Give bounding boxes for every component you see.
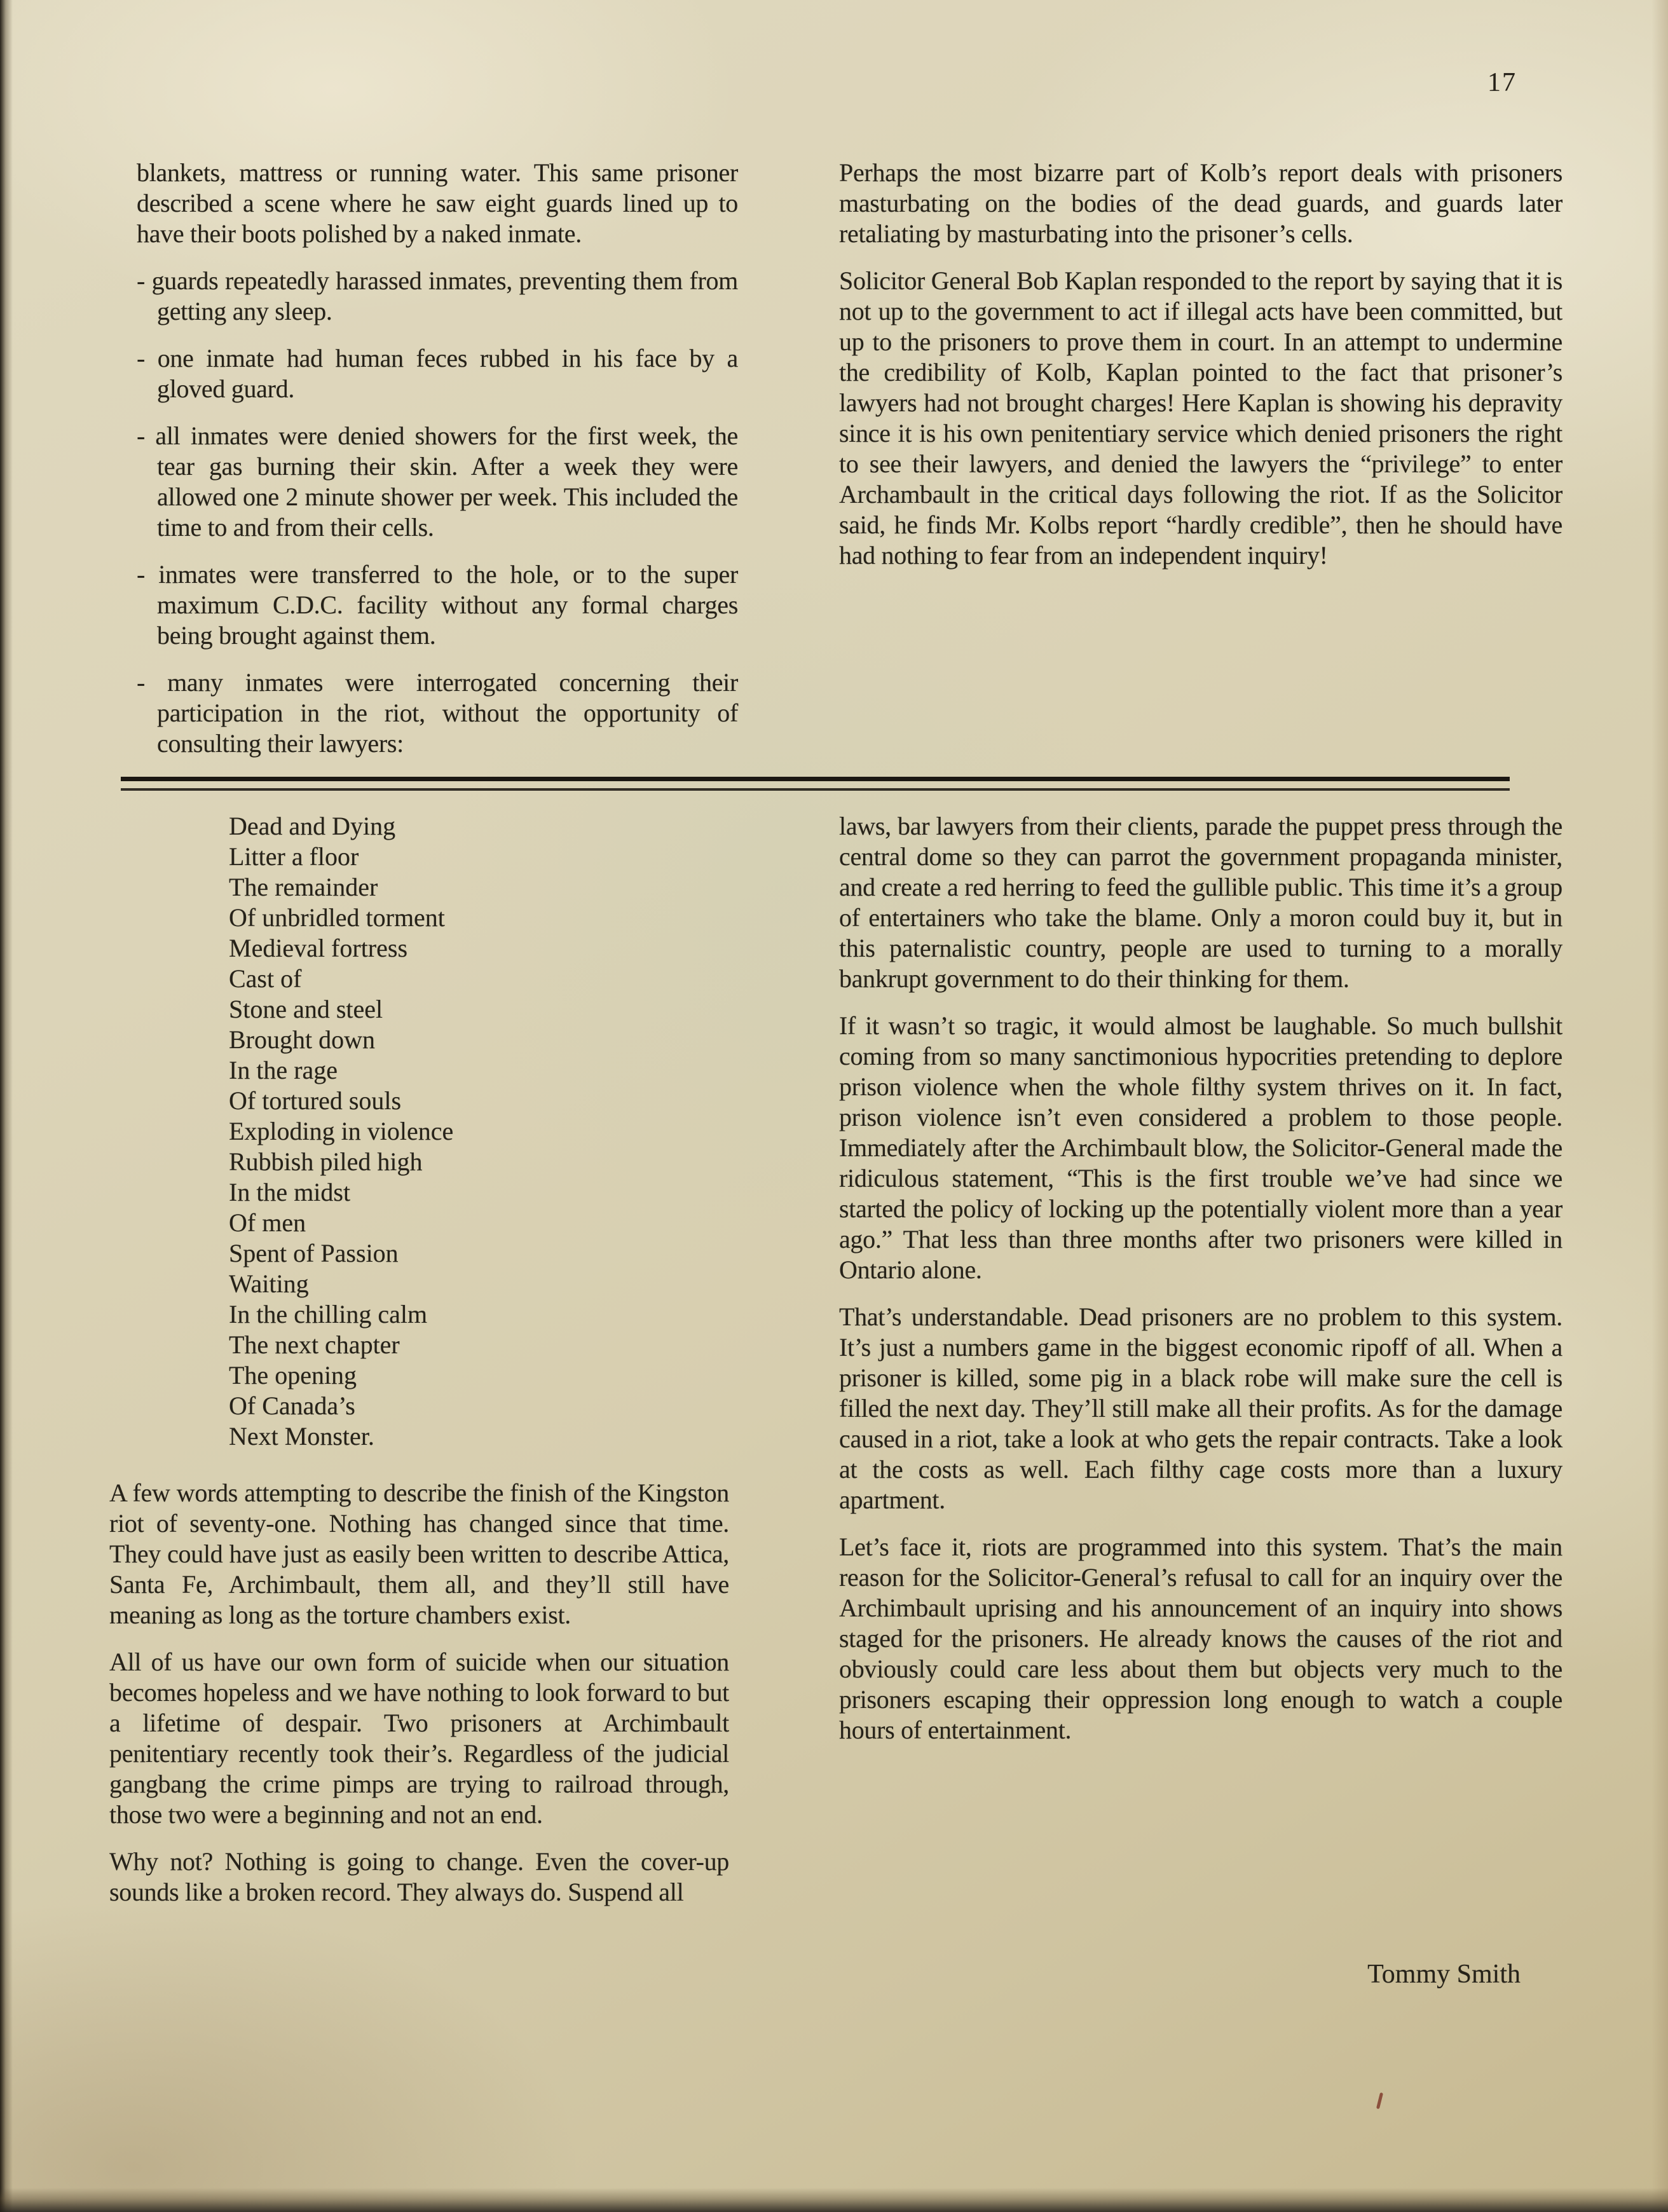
- poem-line: The opening: [229, 1361, 357, 1389]
- signature: [839, 1959, 1562, 1990]
- paragraph-intro: blankets, mattress or running water. This same prisoner described a scene where he saw eight guards lined up to have their boots polished by a naked inmate.: [137, 158, 738, 248]
- poem-line: Next Monster.: [229, 1422, 374, 1451]
- poem-line: Stone and steel: [229, 995, 383, 1023]
- poem-line: Waiting: [229, 1269, 309, 1298]
- paragraph: A few words attempting to describe the finish of the Kingston riot of seventy-one. Nothing has changed since that time. They could have just as easily been written to describe Attica, Santa Fe, Archimbault, them all, and they’ll still have meaning as long as the torture chambers exist.: [109, 1478, 729, 1629]
- divider-rule-thin: [121, 788, 1510, 791]
- poem-line: Of unbridled torment: [229, 903, 445, 932]
- paragraph: All of us have our own form of suicide when our situation becomes hopeless and we have nothing to look forward to but a lifetime of despair. Two prisoners at Archimbault penitentiary recently took their’s. Regardless of the judicial gangbang the crime pimps are trying to railroad through, those two were a beginning and not an end.: [109, 1648, 729, 1829]
- signature-name: Tommy Smith: [1367, 1960, 1521, 1989]
- section-divider: [121, 777, 1510, 791]
- bullet-item: - inmates were transferred to the hole, or to the super maximum C.D.C. facility without any formal charges being brought against them.: [137, 560, 738, 650]
- paragraph: Why not? Nothing is going to change. Even the cover-up sounds like a broken record. They always do. Suspend all: [109, 1847, 729, 1906]
- page-number: 17: [1487, 68, 1517, 97]
- poem-line: The next chapter: [229, 1330, 400, 1359]
- bottom-right-column: [839, 811, 1562, 1745]
- poem-line: Medieval fortress: [229, 934, 408, 962]
- paragraph: Let’s face it, riots are programmed into this system. That’s the main reason for the Solicitor-General’s refusal to call for an inquiry over the Archimbault uprising and his announcement of an inquiry into shows staged for the prisoners. He already knows the causes of the riot and obviously could care less about them but objects very much to the prisoners escaping their oppression long enough to watch a couple hours of entertainment.: [839, 1533, 1562, 1744]
- paragraph: Perhaps the most bizarre part of Kolb’s report deals with prisoners masturbating on the bodies of the dead guards, and guards later retaliating by masturbating into the prisoner’s cells.: [839, 158, 1562, 248]
- poem-line: Of men: [229, 1208, 306, 1237]
- paragraph: laws, bar lawyers from their clients, parade the puppet press through the central dome so they can parrot the government propaganda minister, and create a red herring to feed the gullible public. This time it’s a group of entertainers who take the blame. Only a moron could buy it, but in this paternalistic country, people are used to turning to a morally bankrupt government to do their thinking for them.: [839, 812, 1562, 993]
- paragraph: If it wasn’t so tragic, it would almost be laughable. So much bullshit coming from so many sanctimonious hypocrities pretending to deplore prison violence when the whole filthy system thrives on it. In fact, prison violence isn’t even considered a problem to those people. Immediately after the Archimbault blow, the Solicitor-General made the ridiculous statement, “This is the first trouble we’ve had since we started the policy of locking up the potentially violent more than a year ago.” That less than three months after two prisoners were killed in Ontario alone.: [839, 1011, 1562, 1284]
- poem-line: The remainder: [229, 873, 378, 901]
- poem-line: Cast of: [229, 964, 302, 993]
- paragraph: Solicitor General Bob Kaplan responded to the report by saying that it is not up to the government to act if illegal acts have been committed, but up to the prisoners to prove them in court. In an attempt to undermine the credibility of Kolb, Kaplan pointed to the fact that prisoner’s lawyers had not brought charges! Here Kaplan is showing his depravity since it is his own penitentiary service which denied prisoners the right to see their lawyers, and denied the lawyers the “privilege” to enter Archambault in the critical days following the riot. If as the Solicitor said, he finds Mr. Kolbs report “hardly credible”, then he should have had nothing to fear from an independent inquiry!: [839, 266, 1562, 570]
- poem: [229, 811, 712, 1452]
- poem-line: Of tortured souls: [229, 1086, 402, 1115]
- top-left-column: [137, 158, 738, 759]
- top-right-column: [839, 158, 1562, 571]
- bottom-left-column: [109, 1478, 729, 1908]
- poem-line: Litter a floor: [229, 842, 359, 871]
- poem-line: Of Canada’s: [229, 1391, 355, 1420]
- bullet-item: - all inmates were denied showers for the first week, the tear gas burning their skin. After a week they were allowed one 2 minute shower per week. This included the time to and from their cells.: [137, 421, 738, 542]
- paper-fiber-speck: [1376, 2093, 1383, 2109]
- divider-rule-thick: [121, 777, 1510, 781]
- poem-line: Exploding in violence: [229, 1117, 454, 1145]
- poem-line: In the midst: [229, 1178, 351, 1206]
- bullet-list: [137, 266, 738, 759]
- bullet-item: - many inmates were interrogated concerning their participation in the riot, without the opportunity of consulting their lawyers:: [137, 668, 738, 758]
- poem-line: Dead and Dying: [229, 812, 396, 840]
- poem-line: In the chilling calm: [229, 1300, 428, 1328]
- poem-line: In the rage: [229, 1056, 338, 1084]
- paragraph: That’s understandable. Dead prisoners are no problem to this system. It’s just a numbers game in the biggest economic ripoff of all. When a prisoner is killed, some pig in a black robe will make sure the cell is filled the next day. They’ll still make all their profits. As for the damage caused in a riot, take a look at who gets the repair contracts. Take a look at the costs as well. Each filthy cage costs more than a luxury apartment.: [839, 1302, 1562, 1514]
- page-right-edge-shading: [1651, 0, 1668, 2212]
- bullet-item: - guards repeatedly harassed inmates, preventing them from getting any sleep.: [137, 266, 738, 325]
- poem-line: Rubbish piled high: [229, 1147, 423, 1176]
- poem-line: Brought down: [229, 1025, 375, 1054]
- poem-line: Spent of Passion: [229, 1239, 399, 1267]
- bullet-item: - one inmate had human feces rubbed in his face by a gloved guard.: [137, 344, 738, 403]
